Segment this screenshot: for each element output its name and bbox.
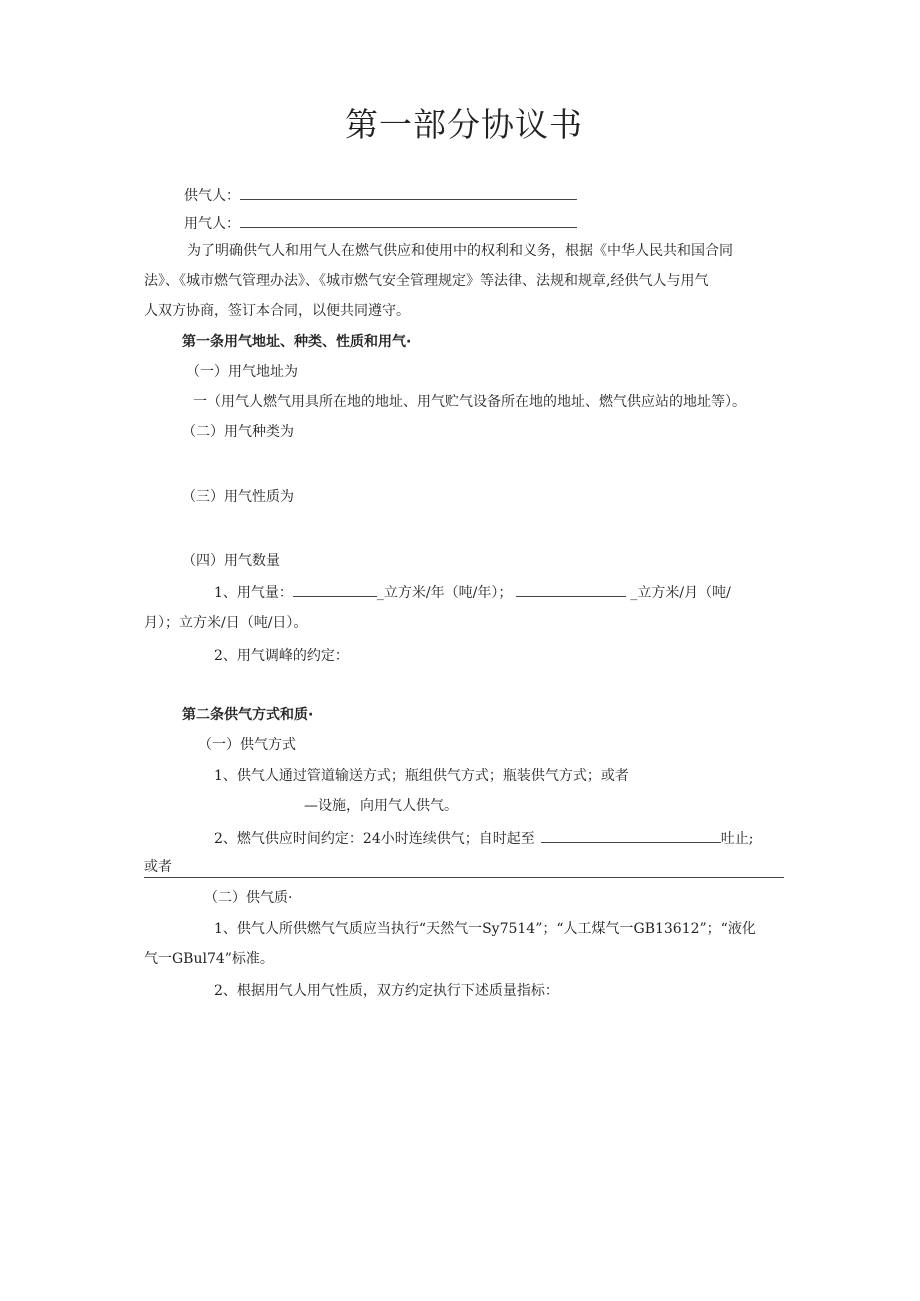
article1-heading: 第一条用气地址、种类、性质和用气· (182, 334, 412, 350)
quality-line-1-cont: 气一GBul74”标准。 (144, 951, 274, 967)
quantity-month-blank (516, 582, 626, 597)
article1-item1: （一）用气地址为 (186, 364, 298, 380)
preamble-line-1: 为了明确供气人和用气人在燃气供应和使用中的权利和义务，根据《中华人民共和国合同 (187, 243, 733, 259)
page-title: 第一部分协议书 (345, 105, 583, 144)
quantity-line-2: 月）；立方米/日（吨/日）。 (144, 615, 308, 631)
article2-sub2: （二）供气质· (204, 890, 293, 906)
supply-method: 1、供气人通过管道输送方式；瓶组供气方式；瓶装供气方式；或者 (214, 768, 629, 784)
quantity-unit-year: _立方米/年（吨/年）； (376, 585, 513, 601)
supply-time-blank (541, 828, 721, 843)
quality-line-1: 1、供气人所供燃气气质应当执行“天然气一Sy7514”；“人工煤气一GB13612”；“液化 (214, 921, 756, 937)
or-blank-line (144, 877, 784, 878)
user-line (184, 213, 577, 234)
supply-time-line (214, 828, 753, 849)
preamble-line-3: 人双方协商，签订本合同，以便共同遵守。 (144, 303, 410, 319)
supply-time-or: 或者 (144, 859, 172, 875)
article1-item1-note: 一（用气人燃气用具所在地的地址、用气贮气设备所在地的地址、燃气供应站的地址等）。 (193, 394, 746, 410)
quality-line-2: 2、根据用气人用气性质，双方约定执行下述质量指标： (214, 983, 559, 999)
supply-method-cont: —设施，向用气人供气。 (304, 798, 458, 814)
quantity-year-blank (293, 582, 377, 597)
user-blank (240, 213, 577, 228)
supplier-blank (240, 185, 577, 200)
article2-sub1: （一）供气方式 (198, 737, 296, 753)
preamble-line-2: 法》、《城市燃气管理办法》、《城市燃气安全管理规定》等法律、法规和规章,经供气人与用气 (144, 273, 709, 289)
user-label: 用气人： (184, 216, 240, 232)
article1-item4: （四）用气数量 (182, 553, 280, 569)
supply-time-suffix: 吐止; (720, 831, 754, 847)
article1-item2: （二）用气种类为 (182, 424, 294, 440)
supplier-line (184, 185, 577, 206)
supplier-label: 供气人： (184, 188, 240, 204)
quantity-prefix: 1、用气量： (214, 585, 293, 601)
article2-heading: 第二条供气方式和质· (182, 707, 314, 723)
peak-shaving: 2、用气调峰的约定： (214, 648, 349, 664)
article1-item3: （三）用气性质为 (182, 489, 294, 505)
supply-time-prefix: 2、燃气供应时间约定：24小时连续供气；自时起至 (214, 831, 535, 847)
quantity-unit-month: _立方米/月（吨/ (630, 585, 731, 601)
quantity-line (214, 582, 731, 603)
